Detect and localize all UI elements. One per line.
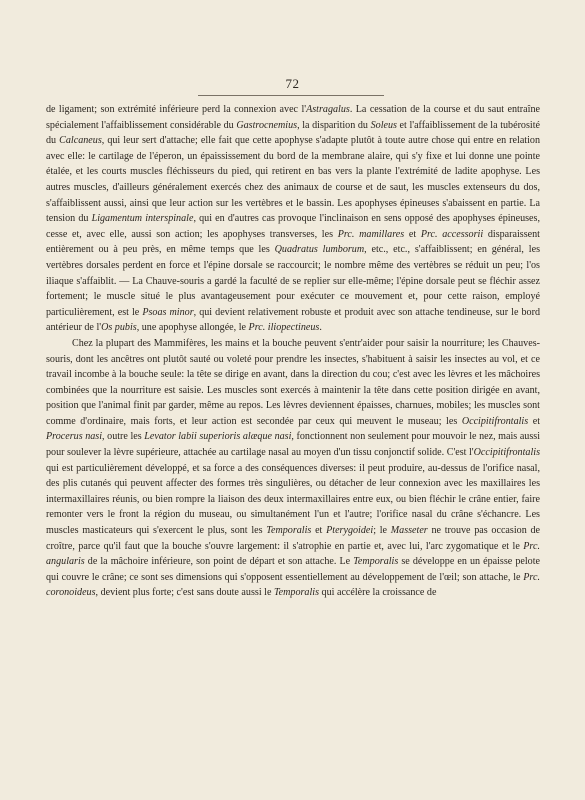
latin-term: Temporalis bbox=[353, 556, 399, 568]
latin-term: Temporalis bbox=[273, 587, 320, 599]
latin-term: Os pubis bbox=[101, 322, 137, 334]
text-run: Chez la plupart des Mammifères, les mains et la bouche peuvent s'entr'aider pour saisir la nourriture; les Chauves-souris, dont les ancêtres ont plutôt sauté ou voleté pour prendre les insectes, s'habituent à saisir les insectes au vol, et ce travail incombe à la bouche seule: la tête se dirige en avant, dans la direction du cou; c'est avec les lèvres et les mâchoires combinées que la nourriture est saisie. Les muscles sont exercés à maintenir la tête dans cette position dirigée en avant, position que l'animal finit par garder, même au repos. Les lèvres deviennent épaisses, charnues, mobiles; les muscles sont comme d'ordinaire, mais forts, et leur action est secondée par ceux qui meuvent le museau; les bbox=[46, 337, 540, 427]
text-run: qui est particulièrement développé, et sa force a des conséquences diverses: il peut produire, au-dessus de l'orifice nasal, des plis cutanés qui peuvent affecter des formes très singulières, ou détacher de leur connexion avec les maxillaires les intermaxillaires réunis, ou bien rompre la liaison des deux intermaxillaires entre eux, ou bien fléchir le crâne entier, faire remonter vers le front la région du museau, ou simultanément l'un et l'autre; l'orifice nasal du crâne s'échancre. Les muscles masticateurs qui s'exercent le plus, sont les bbox=[46, 462, 540, 537]
latin-term: Prc. coronoideus bbox=[46, 571, 540, 599]
latin-term: Prc. accessorii bbox=[420, 228, 484, 240]
text-run: , devient plus forte; c'est sans doute aussi le bbox=[95, 587, 274, 599]
latin-term: Levator labii superioris alæque nasi bbox=[144, 431, 292, 443]
text-run: , outre les bbox=[102, 431, 145, 443]
text-run: , qui en d'autres cas provoque l'inclinaison en sens opposé des apophyses épineuses, cesse et, avec elle, aussi son action; les apophyses transverses, les bbox=[46, 213, 540, 240]
text-run: . La cessation de la course et du saut entraîne spécialement l'affaiblissement considérable du bbox=[46, 104, 540, 131]
text-run: et bbox=[404, 228, 421, 240]
latin-term: Soleus bbox=[370, 119, 397, 131]
latin-term: Quadratus lumborum bbox=[274, 244, 365, 256]
latin-term: Occipitifrontalis bbox=[461, 415, 529, 427]
text-run: ne trouve pas occasion de croître, parce qu'il faut que la bouche s'ouvre largement: il s'atrophie en partie et, avec lui, l'arc zygomatique et le bbox=[46, 525, 540, 552]
body-text bbox=[46, 102, 540, 601]
latin-term: Astragalus bbox=[306, 104, 350, 115]
header-rule bbox=[198, 95, 384, 96]
text-run: et bbox=[311, 525, 327, 537]
text-run: et l'affaiblissement de la tubérosité du bbox=[46, 119, 540, 147]
latin-term: Prc. angularis bbox=[46, 540, 540, 568]
text-run: , une apophyse allongée, le bbox=[136, 322, 249, 334]
latin-term: Temporalis bbox=[266, 525, 312, 537]
text-run: et bbox=[528, 415, 540, 427]
latin-term: Prc. iliopectineus bbox=[248, 322, 320, 334]
text-run: , qui devient relativement robuste et produit avec son attache tendineuse, sur le bord antérieur de l' bbox=[46, 306, 540, 334]
latin-term: Ligamentum interspinale bbox=[91, 213, 194, 225]
latin-term: Masseter bbox=[390, 525, 428, 537]
text-run: se développe en un épaisse pelote qui couvre le crâne; ce sont ses dimensions qui s'opposent essentiellement au développement de l'œil; son attache, le bbox=[46, 556, 540, 583]
latin-term: Prc. mamillares bbox=[337, 228, 405, 240]
text-run: disparaissent entièrement ou à peu près, en même temps que les bbox=[46, 228, 540, 256]
text-run: qui accélère la croissance de bbox=[319, 587, 437, 599]
text-run: . bbox=[319, 322, 322, 334]
paragraph-2 bbox=[46, 336, 540, 601]
latin-term: Gastrocnemius bbox=[236, 119, 298, 131]
paragraph-1 bbox=[46, 102, 540, 336]
latin-term: Pterygoidei bbox=[326, 525, 374, 537]
latin-term: Occipitifrontalis bbox=[473, 447, 540, 459]
text-run: , la disparition du bbox=[297, 119, 371, 131]
text-run: , qui leur sert d'attache; elle fait que cette apophyse s'adapte plutôt à toute autre chose qui entre en relation avec elle: le cartilage de l'éperon, un épaississement du bord de la membrane alaire, qui s'y fixe et lui donne une pointe étalée, et les courts muscles fléchisseurs du pied, qui retirent en bas vers la plante l'extrémité de ladite apophyse. Les autres muscles, d'ailleurs généralement exercés chez des animaux de course et de saut, les muscles extenseurs du dos, s'affaiblissent aussi, ainsi que leur action sur les vertèbres et le bassin. Les apophyses épineuses s'abaissent en partie. La tension du bbox=[46, 135, 540, 225]
text-run: , etc., etc., s'affaiblissent; en général, les vertèbres dorsales perdent en force et l'épine dorsale se raccourcit; le nombre même des vertèbres se réduit un peu; l'os iliaque s'affaiblit. — La Chauve-souris a gardé la faculté de se replier sur elle-même; l'épine dorsale peut se fléchir assez fortement; le muscle situé le plus avantageusement pour exécuter ce mouvement et, pour cette raison, employé particulièrement, est le bbox=[46, 244, 541, 318]
text-run: de ligament; son extrémité inférieure perd la connexion avec l' bbox=[46, 104, 307, 115]
latin-term: Psoas minor bbox=[142, 306, 194, 318]
latin-term: Calcaneus bbox=[59, 135, 102, 147]
text-run: de la mâchoire inférieure, son point de départ et son attache. Le bbox=[84, 556, 354, 568]
page-number: 72 bbox=[285, 76, 300, 91]
text-run: ; le bbox=[373, 525, 391, 537]
latin-term: Procerus nasi bbox=[46, 431, 103, 443]
text-run: , fonctionnent non seulement pour mouvoir le nez, mais aussi pour soulever la lèvre supérieure, attachée au cartilage nasal au moyen d'un tissu conjonctif solide. C'est l' bbox=[46, 431, 541, 459]
